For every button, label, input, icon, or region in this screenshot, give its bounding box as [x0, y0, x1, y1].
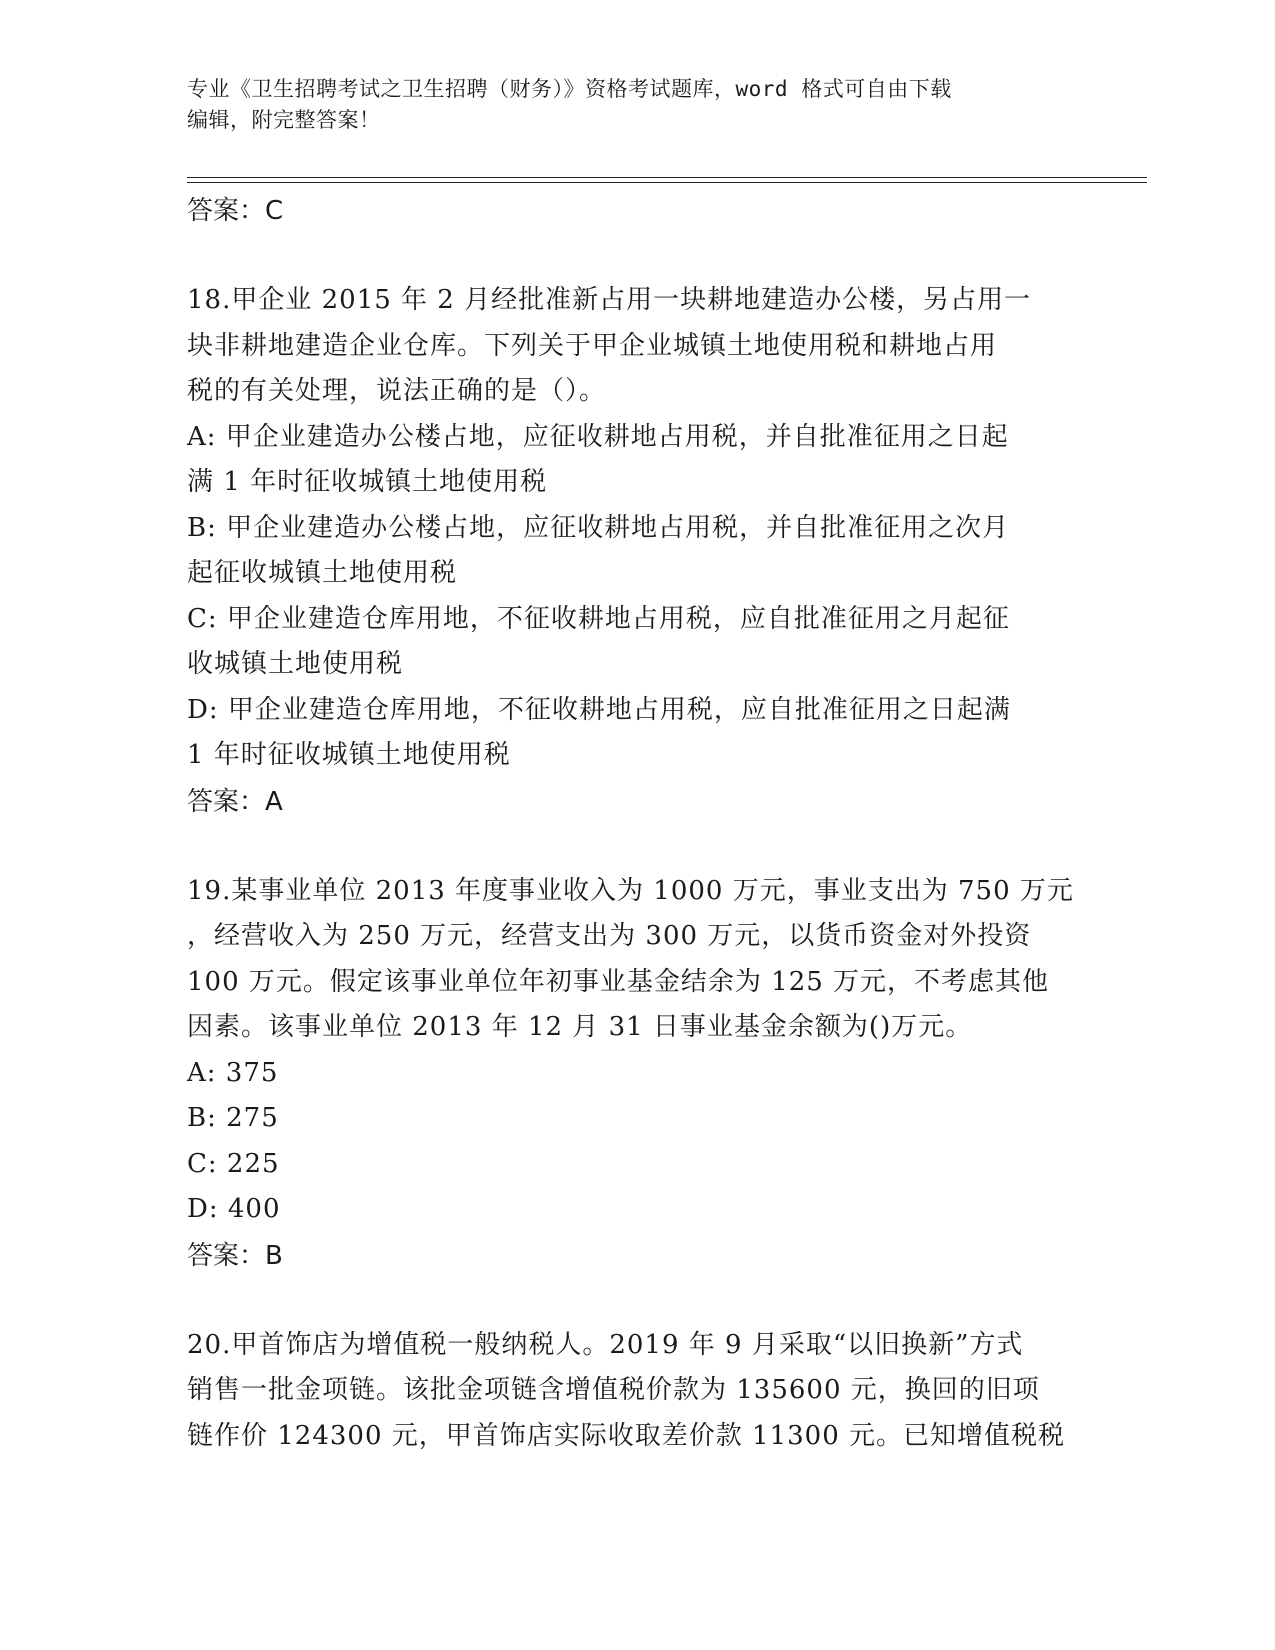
option-c: C: 甲企业建造仓库用地，不征收耕地占用税，应自批准征用之月起征 — [187, 603, 1010, 634]
answer-line: 答案：A — [187, 786, 283, 817]
question-text: 税的有关处理，说法正确的是（）。 — [187, 376, 607, 406]
option-a: A: 375 — [187, 1057, 279, 1088]
question-text: 18.甲企业 2015 年 2 月经批准新占用一块耕地建造办公楼，另占用一 — [187, 285, 1032, 315]
question-text: 因素。该事业单位 2013 年 12 月 31 日事业基金余额为()万元。 — [187, 1012, 973, 1042]
header-divider — [187, 182, 1147, 183]
question-block — [187, 869, 1107, 1279]
question-text: 链作价 124300 元，甲首饰店实际收取差价款 11300 元。已知增值税税 — [187, 1420, 1066, 1451]
option-a-cont: 满 1 年时征收城镇土地使用税 — [187, 467, 548, 497]
document-header — [187, 74, 1087, 136]
header-line: 专业《卫生招聘考试之卫生招聘（财务）》资格考试题库，word 格式可自由下载 — [187, 77, 952, 101]
spacer — [187, 825, 1107, 869]
question-text: ，经营收入为 250 万元，经营支出为 300 万元，以货币资金对外投资 — [187, 921, 1032, 951]
header-divider — [187, 177, 1147, 178]
option-a: A: 甲企业建造办公楼占地，应征收耕地占用税，并自批准征用之日起 — [187, 421, 1009, 452]
option-b-cont: 起征收城镇土地使用税 — [187, 558, 458, 588]
option-b: B: 甲企业建造办公楼占地，应征收耕地占用税，并自批准征用之次月 — [187, 512, 1010, 543]
answer-line: 答案：B — [187, 1240, 283, 1271]
question-block — [187, 278, 1107, 825]
question-text: 19.某事业单位 2013 年度事业收入为 1000 万元，事业支出为 750 万元 — [187, 875, 1074, 906]
option-d-cont: 1 年时征收城镇土地使用税 — [187, 740, 511, 770]
spacer — [187, 1279, 1107, 1323]
option-d: D: 400 — [187, 1194, 281, 1224]
header-line: 编辑，附完整答案！ — [187, 108, 381, 132]
option-d: D: 甲企业建造仓库用地，不征收耕地占用税，应自批准征用之日起满 — [187, 694, 1011, 725]
option-b: B: 275 — [187, 1103, 279, 1133]
question-text: 100 万元。假定该事业单位年初事业基金结余为 125 万元，不考虑其他 — [187, 966, 1050, 997]
question-text: 块非耕地建造企业仓库。下列关于甲企业城镇土地使用税和耕地占用 — [187, 330, 998, 361]
question-block — [187, 1323, 1107, 1460]
question-text: 20.甲首饰店为增值税一般纳税人。2019 年 9 月采取“以旧换新”方式 — [187, 1329, 1024, 1360]
document-body — [187, 188, 1107, 1459]
spacer — [187, 234, 1107, 278]
option-c-cont: 收城镇土地使用税 — [187, 649, 404, 679]
question-text: 销售一批金项链。该批金项链含增值税价款为 135600 元，换回的旧项 — [187, 1375, 1040, 1405]
option-c: C: 225 — [187, 1148, 280, 1179]
answer-line: 答案：C — [187, 196, 284, 226]
